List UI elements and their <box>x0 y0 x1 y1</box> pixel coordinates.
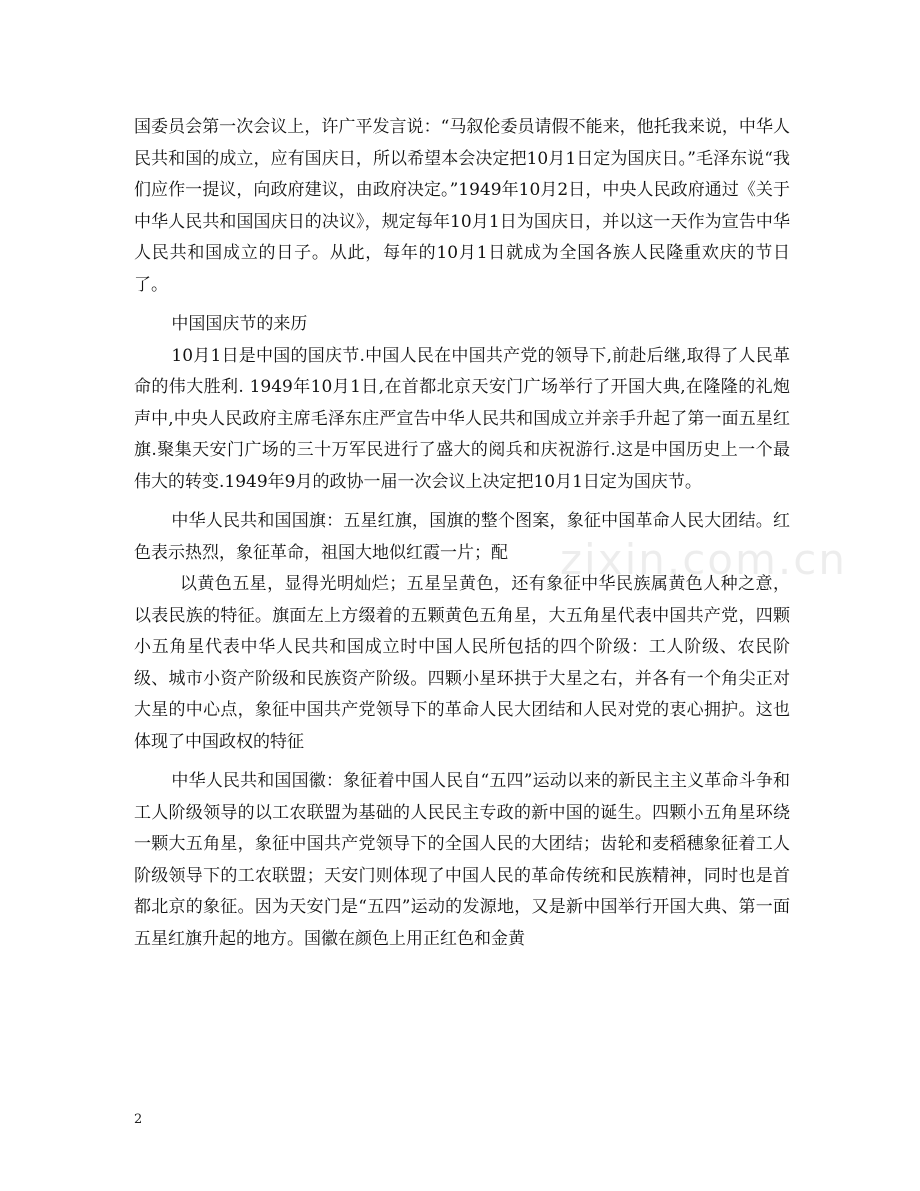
paragraph-national-day-origin: 国委员会第一次会议上，许广平发言说：“马叙伦委员请假不能来，他托我来说，中华人民共和国的成立，应有国庆日，所以希望本会决定把10月1日定为国庆日。”毛泽东说“我们应作一提议，向政府建议，由政府决定。”1949年10月2日，中央人民政府通过《关于中华人民共和国国庆日的决议》，规定每年10月1日为国庆日，并以这一天作为宣告中华人民共和国成立的日子。从此，每年的10月1日就成为全国各族人民隆重欢庆的节日了。 <box>134 117 790 295</box>
paragraph-national-flag: 中华人民共和国国旗：五星红旗，国旗的整个图案，象征中国革命人民大团结。红色表示热烈，象征革命，祖国大地似红霞一片；配 <box>134 511 790 563</box>
watermark: zixin.com.cn <box>560 535 847 584</box>
page-number: 2 <box>134 1112 143 1127</box>
document-body <box>134 112 790 955</box>
section-heading: 中国国庆节的来历 <box>171 314 308 334</box>
paragraph-flag-meaning: 以黄色五星，显得光明灿烂；五星呈黄色，还有象征中华民族属黄色人种之意，以表民族的特征。旗面左上方缀着的五颗黄色五角星，大五角星代表中国共产党，四颗小五角星代表中华人民共和国成立时中国人民所包括的四个阶级：工人阶级、农民阶级、城市小资产阶级和民族资产阶级。四颗小星环拱于大星之右，并各有一个角尖正对大星的中心点，象征中国共产党领导下的革命人民大团结和人民对党的衷心拥护。这也体现了中国政权的特征 <box>134 574 790 752</box>
paragraph-national-emblem: 中华人民共和国国徽：象征着中国人民自“五四”运动以来的新民主主义革命斗争和工人阶级领导的以工农联盟为基础的人民民主专政的新中国的诞生。四颗小五角星环绕一颗大五角星，象征中国共产党领导下的全国人民的大团结；齿轮和麦稻穗象征着工人阶级领导下的工农联盟；天安门则体现了中国人民的革命传统和民族精神，同时也是首都北京的象征。因为天安门是“五四”运动的发源地，又是新中国举行开国大典、第一面五星红旗升起的地方。国徽在颜色上用正红色和金黄 <box>134 771 790 949</box>
paragraph-founding-ceremony: 10月1日是中国的国庆节.中国人民在中国共产党的领导下,前赴后继,取得了人民革命的伟大胜利. 1949年10月1日,在首都北京天安门广场举行了开国大典,在隆隆的礼炮声中,中央人民政府主席毛泽东庄严宣告中华人民共和国成立并亲手升起了第一面五星红旗.聚集天安门广场的三十万军民进行了盛大的阅兵和庆祝游行.这是中国历史上一个最伟大的转变.1949年9月的政协一届一次会议上决定把10月1日定为国庆节。 <box>134 345 790 492</box>
